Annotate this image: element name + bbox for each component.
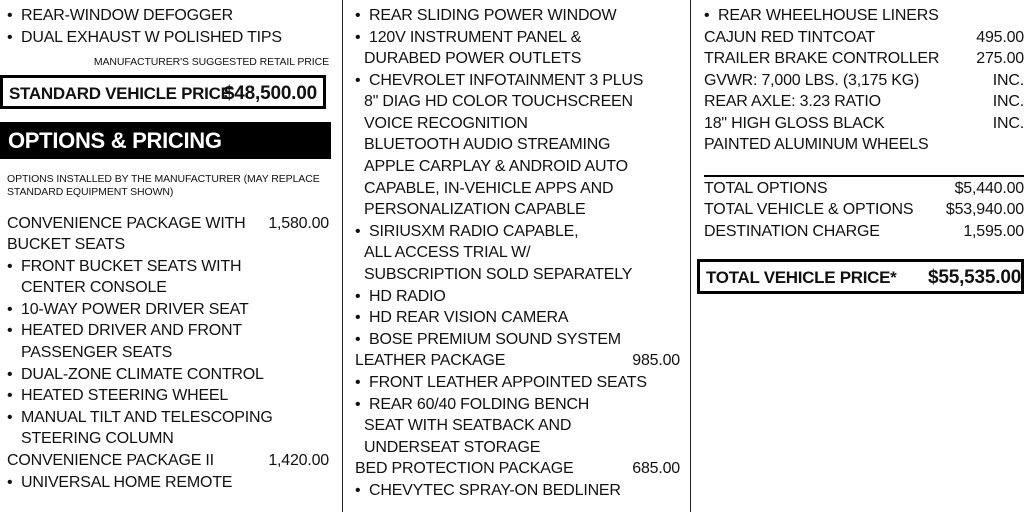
feature-item xyxy=(0,27,331,49)
total-value: $5,440.00 xyxy=(954,180,1024,197)
standard-price-value: $48,500.00 xyxy=(223,83,317,104)
feature-label: SEAT WITH SEATBACK AND xyxy=(364,417,572,434)
feature-item xyxy=(355,48,680,70)
price-row xyxy=(704,48,1024,70)
feature-label: • HD REAR VISION CAMERA xyxy=(355,307,568,329)
price-row-value: INC. xyxy=(992,115,1024,132)
feature-item xyxy=(355,372,680,394)
feature-item xyxy=(355,221,680,243)
feature-item xyxy=(704,5,1024,27)
total-vehicle-price-box xyxy=(697,259,1024,294)
feature-label: • UNIVERSAL HOME REMOTE xyxy=(7,472,232,494)
feature-label: • HEATED STEERING WHEEL xyxy=(7,385,228,407)
feature-item xyxy=(355,113,680,135)
feature-item xyxy=(355,307,680,329)
feature-label: • FRONT BUCKET SEATS WITH xyxy=(7,256,241,278)
section-title: OPTIONS & PRICING xyxy=(8,128,222,153)
feature-item xyxy=(355,242,680,264)
price-row-value: 275.00 xyxy=(976,50,1024,67)
feature-item xyxy=(355,394,680,416)
feature-label: • MANUAL TILT AND TELESCOPING xyxy=(7,407,273,429)
total-value: 1,595.00 xyxy=(963,223,1024,240)
feature-item xyxy=(355,134,680,156)
feature-label: PASSENGER SEATS xyxy=(21,344,173,361)
price-row-label: TRAILER BRAKE CONTROLLER xyxy=(704,50,940,67)
feature-item xyxy=(355,286,680,308)
feature-item xyxy=(0,299,331,321)
price-row-value: INC. xyxy=(992,72,1024,89)
totals-rule xyxy=(704,175,1024,177)
price-row-label: PAINTED ALUMINUM WHEELS xyxy=(704,136,929,153)
total-value: $53,940.00 xyxy=(945,201,1024,218)
total-label: TOTAL VEHICLE & OPTIONS xyxy=(704,201,914,218)
feature-label: CENTER CONSOLE xyxy=(21,279,167,296)
feature-label: STEERING COLUMN xyxy=(21,430,174,447)
package-name: CONVENIENCE PACKAGE WITH xyxy=(7,215,246,232)
feature-item xyxy=(0,428,331,450)
feature-label: • 120V INSTRUMENT PANEL & xyxy=(355,27,581,49)
feature-label: • DUAL-ZONE CLIMATE CONTROL xyxy=(7,364,264,386)
feature-label: • REAR SLIDING POWER WINDOW xyxy=(355,5,616,27)
price-row-label: CAJUN RED TINTCOAT xyxy=(704,29,875,46)
feature-label: • SIRIUSXM RADIO CAPABLE, xyxy=(355,221,578,243)
price-row-label: REAR AXLE: 3.23 RATIO xyxy=(704,93,881,110)
package-row xyxy=(0,234,331,256)
package-name: LEATHER PACKAGE xyxy=(355,352,506,369)
feature-label: VOICE RECOGNITION xyxy=(364,115,528,132)
price-row-value: 495.00 xyxy=(976,29,1024,46)
middle-column xyxy=(355,0,680,512)
feature-item xyxy=(0,385,331,407)
feature-item xyxy=(355,264,680,286)
package-price: 985.00 xyxy=(632,352,680,369)
feature-label: • BOSE PREMIUM SOUND SYSTEM xyxy=(355,329,621,351)
total-label: TOTAL OPTIONS xyxy=(704,180,828,197)
feature-item xyxy=(0,342,331,364)
feature-label: 8" DIAG HD COLOR TOUCHSCREEN xyxy=(364,93,633,110)
standard-price-label: STANDARD VEHICLE PRICE xyxy=(9,84,232,103)
column-divider xyxy=(690,0,691,512)
feature-item xyxy=(355,415,680,437)
price-row xyxy=(704,113,1024,135)
feature-label: UNDERSEAT STORAGE xyxy=(364,439,541,456)
feature-item xyxy=(0,320,331,342)
price-row-label: GVWR: 7,000 LBS. (3,175 KG) xyxy=(704,72,920,89)
feature-item xyxy=(355,199,680,221)
feature-label: ALL ACCESS TRIAL W/ xyxy=(364,244,531,261)
feature-item xyxy=(355,27,680,49)
total-row xyxy=(704,178,1024,200)
price-row xyxy=(704,91,1024,113)
feature-label: • DUAL EXHAUST W POLISHED TIPS xyxy=(7,27,282,49)
feature-item xyxy=(0,277,331,299)
feature-item xyxy=(355,70,680,92)
options-note: STANDARD EQUIPMENT SHOWN) xyxy=(7,186,174,198)
price-row xyxy=(704,27,1024,49)
feature-item xyxy=(0,472,331,494)
left-column xyxy=(0,0,331,512)
price-row xyxy=(704,70,1024,92)
standard-price-box xyxy=(0,75,326,109)
feature-item xyxy=(0,5,331,27)
package-price: 1,580.00 xyxy=(268,215,329,232)
feature-label: • 10-WAY POWER DRIVER SEAT xyxy=(7,299,249,321)
column-divider xyxy=(342,0,343,512)
feature-item xyxy=(355,5,680,27)
feature-item xyxy=(355,480,680,502)
price-row-label: 18" HIGH GLOSS BLACK xyxy=(704,115,885,132)
feature-item xyxy=(0,256,331,278)
feature-label: • CHEVYTEC SPRAY-ON BEDLINER xyxy=(355,480,621,502)
package-name: BED PROTECTION PACKAGE xyxy=(355,460,574,477)
feature-label: SUBSCRIPTION SOLD SEPARATELY xyxy=(364,266,633,283)
feature-label: PERSONALIZATION CAPABLE xyxy=(364,201,586,218)
feature-label: CAPABLE, IN-VEHICLE APPS AND xyxy=(364,180,614,197)
feature-label: • HD RADIO xyxy=(355,286,446,308)
msrp-caption: MANUFACTURER'S SUGGESTED RETAIL PRICE xyxy=(93,56,329,68)
feature-item xyxy=(355,178,680,200)
total-label: DESTINATION CHARGE xyxy=(704,223,880,240)
options-pricing-header xyxy=(0,122,331,159)
feature-item xyxy=(355,156,680,178)
feature-item xyxy=(355,329,680,351)
feature-label: • REAR-WINDOW DEFOGGER xyxy=(7,5,233,27)
feature-item xyxy=(355,91,680,113)
total-row xyxy=(704,199,1024,221)
package-row xyxy=(0,213,331,235)
feature-item xyxy=(0,364,331,386)
options-note: OPTIONS INSTALLED BY THE MANUFACTURER (MAY REPLACE xyxy=(7,173,320,185)
feature-label: • HEATED DRIVER AND FRONT xyxy=(7,320,242,342)
total-vehicle-price-value: $55,535.00 xyxy=(928,267,1022,288)
package-name: CONVENIENCE PACKAGE II xyxy=(7,452,214,469)
feature-label: APPLE CARPLAY & ANDROID AUTO xyxy=(364,158,628,175)
package-price: 1,420.00 xyxy=(268,452,329,469)
feature-label: • REAR WHEELHOUSE LINERS xyxy=(704,5,939,27)
feature-label: • CHEVROLET INFOTAINMENT 3 PLUS xyxy=(355,70,643,92)
package-row xyxy=(355,350,680,372)
package-name: BUCKET SEATS xyxy=(7,236,125,253)
feature-item xyxy=(0,407,331,429)
price-row-value: INC. xyxy=(992,93,1024,110)
feature-label: • REAR 60/40 FOLDING BENCH xyxy=(355,394,589,416)
package-row xyxy=(0,450,331,472)
right-column xyxy=(704,0,1024,512)
price-row xyxy=(704,134,1024,156)
feature-label: DURABED POWER OUTLETS xyxy=(364,50,582,67)
package-price: 685.00 xyxy=(632,460,680,477)
total-vehicle-price-label: TOTAL VEHICLE PRICE* xyxy=(706,268,897,287)
package-row xyxy=(355,458,680,480)
feature-item xyxy=(355,437,680,459)
feature-label: BLUETOOTH AUDIO STREAMING xyxy=(364,136,611,153)
total-row xyxy=(704,221,1024,243)
feature-label: • FRONT LEATHER APPOINTED SEATS xyxy=(355,372,647,394)
